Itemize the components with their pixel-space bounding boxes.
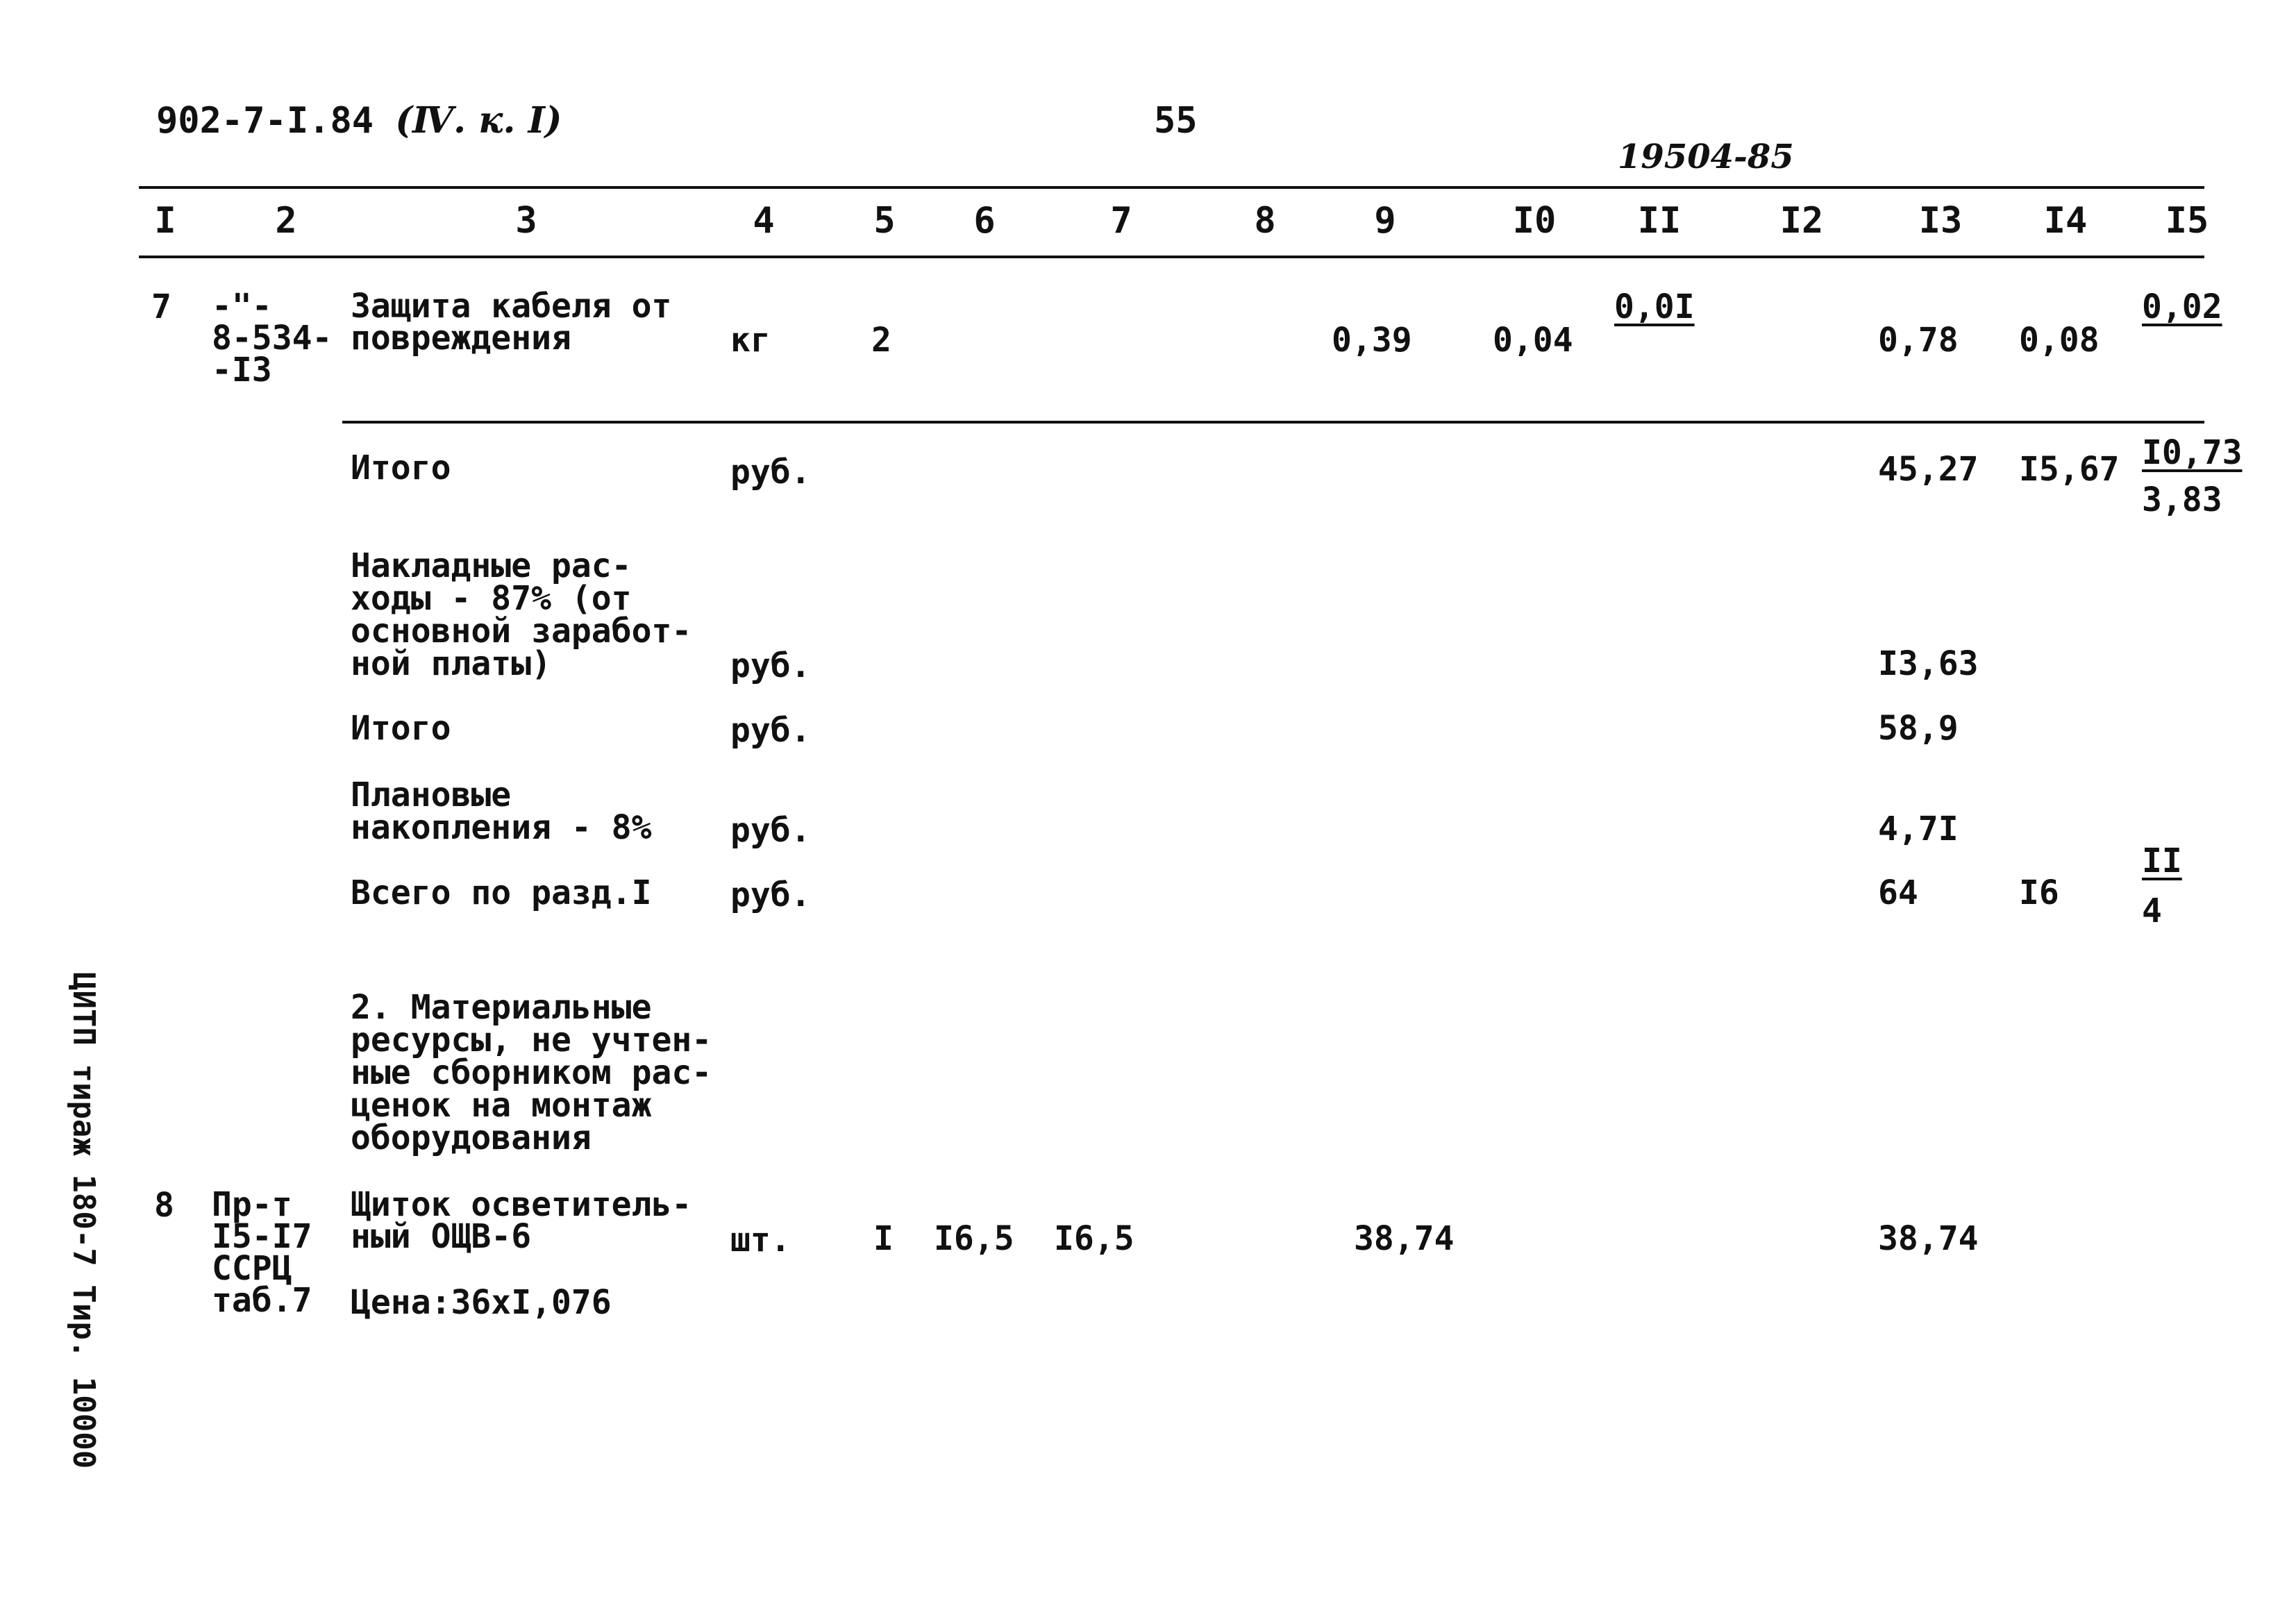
item-name: Защита кабеля от повреждения: [351, 287, 672, 358]
cell-col-15-top: I0,73: [2142, 433, 2243, 472]
page-number: 55: [1154, 100, 1198, 142]
column-header: 2: [275, 200, 297, 242]
cell-col-14: I6: [2019, 873, 2059, 912]
doc-code-text: 902-7-I.84: [156, 100, 374, 142]
quantity: 2: [871, 321, 891, 360]
item-price-note: Цена:36xI,076: [351, 1283, 612, 1322]
row-number: 8: [154, 1186, 174, 1225]
norm-code: Пр-т I5-I7 ССРЦ таб.7: [212, 1185, 312, 1320]
cell-col-15-bottom: 4: [2142, 891, 2162, 930]
column-header: I0: [1512, 200, 1557, 242]
cell-col-13: 38,74: [1878, 1219, 1979, 1258]
table-top-rule: [139, 186, 2204, 189]
cell-col-7: I6,5: [1054, 1219, 1134, 1258]
cell-col-13: 45,27: [1878, 450, 1979, 489]
cell-col-15-bottom: 3,83: [2142, 480, 2222, 519]
column-header: I2: [1779, 200, 1824, 242]
column-header: 6: [973, 200, 996, 242]
cell-col-13: 58,9: [1878, 709, 1959, 748]
table-header-rule: [139, 256, 2204, 258]
summary-label: Итого: [351, 709, 451, 748]
cell-col-9: 0,39: [1332, 321, 1412, 360]
doc-note-text: (Ⅳ. к. Ⅰ): [395, 99, 562, 142]
cell-col-14: 0,08: [2019, 321, 2100, 360]
quantity: I: [873, 1219, 894, 1258]
cell-col-11: 0,0I: [1614, 287, 1695, 326]
norm-code: -"- 8-534- -I3: [212, 287, 333, 390]
column-header: 5: [873, 200, 896, 242]
section-heading: 2. Материальные ресурсы, не учтен- ные сборником рас- ценок на монтаж оборудования: [351, 988, 712, 1157]
column-header: 3: [515, 200, 537, 242]
summary-unit: руб.: [730, 711, 811, 750]
column-header: I4: [2043, 200, 2088, 242]
unit: шт.: [730, 1221, 791, 1259]
summary-label: Накладные рас- ходы - 87% (от основной заработ- ной платы): [351, 546, 692, 683]
document-code: [156, 99, 562, 142]
row-number: 7: [151, 287, 171, 326]
summary-unit: руб.: [730, 876, 811, 914]
summary-unit: руб.: [730, 646, 811, 685]
summary-unit: руб.: [730, 811, 811, 850]
summary-label: Итого: [351, 449, 451, 487]
cell-col-13: 64: [1878, 873, 1918, 912]
summary-label: Плановые накопления - 8%: [351, 776, 652, 847]
cell-col-6: I6,5: [934, 1219, 1014, 1258]
side-print-stamp: ЦИТП тираж 180-7 Тир. 10000: [66, 972, 101, 1469]
registration-stamp: 19504-85: [1618, 137, 1794, 176]
subtotal-rule: [342, 421, 2204, 424]
column-header: I: [154, 200, 176, 242]
column-header: 9: [1374, 200, 1396, 242]
column-header: II: [1637, 200, 1682, 242]
unit: кг: [730, 321, 771, 360]
cell-col-15: 0,02: [2142, 287, 2222, 326]
cell-col-10: 0,04: [1493, 321, 1573, 360]
column-header: 4: [753, 200, 775, 242]
item-name: Щиток осветитель- ный ОЩВ-6: [351, 1185, 692, 1256]
cell-col-14: I5,67: [2019, 450, 2120, 489]
column-header: I5: [2165, 200, 2209, 242]
summary-label: Всего по разд.I: [351, 873, 652, 912]
cell-col-9: 38,74: [1354, 1219, 1455, 1258]
column-header: I3: [1918, 200, 1963, 242]
cell-col-13: I3,63: [1878, 644, 1979, 683]
cell-col-15-top: II: [2142, 842, 2182, 880]
cell-col-13: 0,78: [1878, 321, 1959, 360]
column-header: 8: [1254, 200, 1276, 242]
cell-col-13: 4,7I: [1878, 810, 1959, 848]
column-header: 7: [1110, 200, 1132, 242]
summary-unit: руб.: [730, 453, 811, 492]
